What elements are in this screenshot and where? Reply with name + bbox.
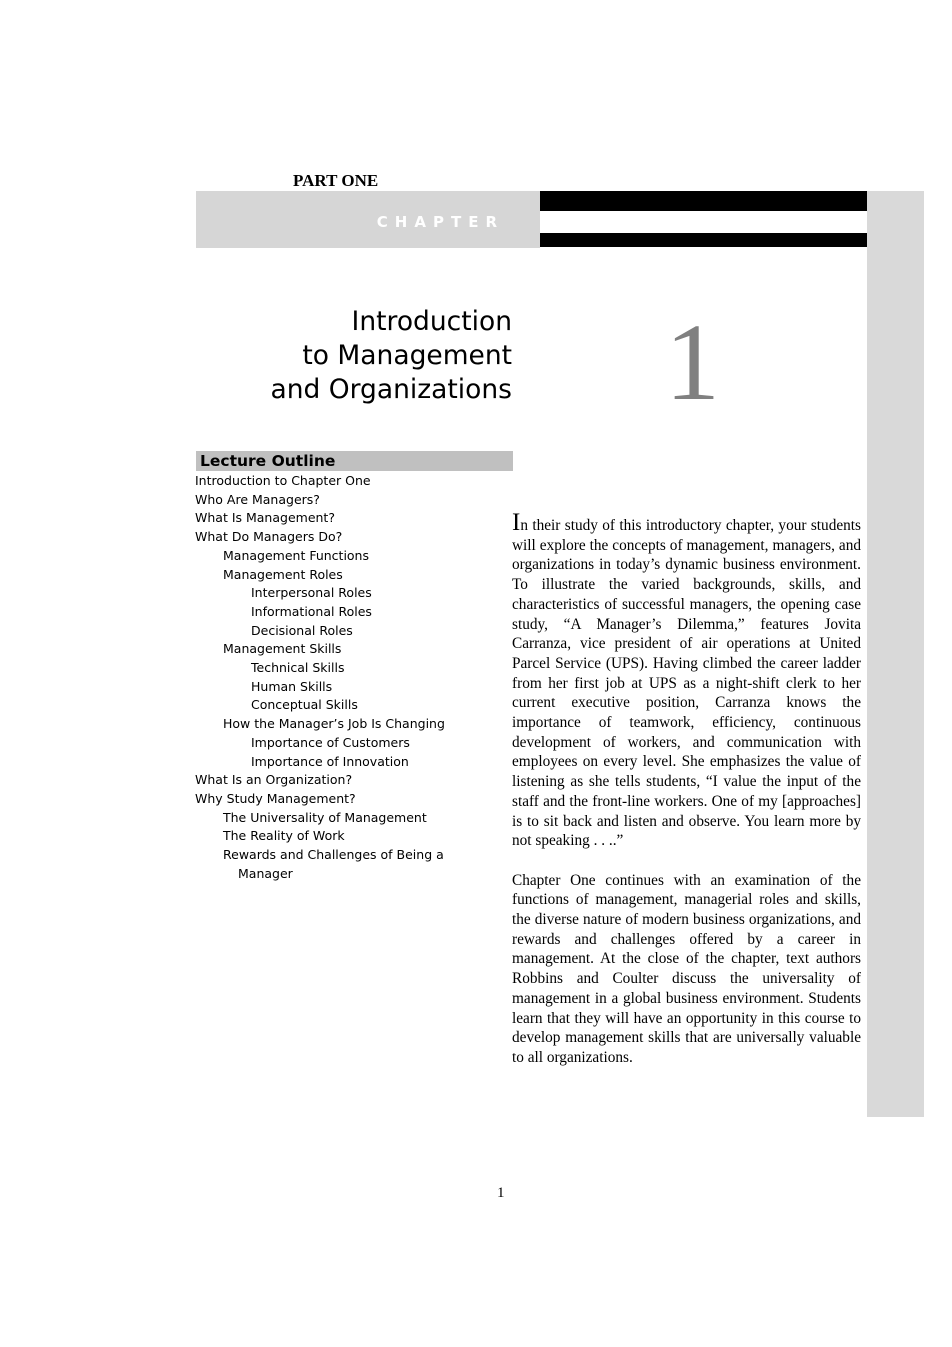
outline-item: Importance of Innovation [251, 753, 409, 769]
outline-item: What Do Managers Do? [195, 529, 343, 545]
outline-item: Technical Skills [251, 660, 345, 676]
chapter-numeral: 1 [665, 301, 720, 423]
intro-paragraph-text: n their study of this introductory chapter, your students will explore the concepts of management, managers, and organizations in today’s dynamic business environment. To illustrate the varied backgrounds, skills, and characteristics of successful managers, the opening case study, “A Manager’s Dilemma,” features Jovita Carranza, vice president of air operations at United Parcel Service (UPS). Having climbed the career ladder from her first job at UPS as a night-shift clerk to her current executive position, Carranza knows the importance of teamwork, efficiency, continuous development of workers, and communication with employees on every level. She emphasizes the value of listening as she tells students, “I value the input of the staff and the front-line workers. One of my [approaches] is to sit back and listen and observe. You learn more by not speaking . . ..” [512, 517, 861, 850]
lecture-outline-list [195, 472, 445, 883]
outline-item: Manager [238, 865, 293, 881]
chapter-title-line: to Management [302, 340, 512, 371]
outline-item: The Universality of Management [223, 809, 427, 825]
outline-item: Management Functions [223, 547, 369, 563]
outline-item: Decisional Roles [251, 622, 353, 638]
chapter-number-word: ONE [546, 213, 603, 231]
part-label: PART ONE [293, 171, 379, 190]
outline-item: Why Study Management? [195, 790, 356, 806]
page-side-strip [867, 191, 924, 1117]
outline-item: Management Skills [223, 641, 342, 657]
outline-item: What Is an Organization? [195, 772, 353, 788]
chapter-title-line: and Organizations [270, 374, 512, 405]
outline-item: Who Are Managers? [195, 491, 320, 507]
outline-item: Conceptual Skills [251, 697, 358, 713]
chapter-title [270, 305, 512, 407]
outline-item: Importance of Customers [251, 734, 410, 750]
outline-item: How the Manager’s Job Is Changing [223, 716, 445, 732]
chapter-banner-black-bottom [540, 233, 867, 247]
outline-item: Introduction to Chapter One [195, 473, 371, 488]
outline-item: Management Roles [223, 566, 343, 582]
outline-item: Rewards and Challenges of Being a [223, 847, 444, 863]
outline-item: Interpersonal Roles [251, 585, 372, 601]
outline-item: Informational Roles [251, 603, 372, 619]
outline-item: What Is Management? [195, 510, 335, 526]
chapter-label: CHAPTER [376, 213, 504, 231]
outline-item: The Reality of Work [223, 828, 345, 844]
outline-item: Human Skills [251, 678, 333, 694]
page-number: 1 [497, 1185, 505, 1201]
drop-cap: I [512, 509, 521, 536]
chapter-intro-text [512, 509, 861, 1087]
intro-paragraph: Chapter One continues with an examination of the functions of management, managerial roles and skills, the diverse nature of modern business organizations, and rewards and challenges offered by a career in management. At the close of the chapter, text authors Robbins and Coulter discuss the universality of management in a global business environment. Students learn that they will have an opportunity in this course to develop management skills that are universally valuable to all organizations. [512, 871, 861, 1066]
intro-paragraph [512, 509, 861, 851]
chapter-banner-black-top [540, 191, 867, 211]
chapter-title-line: Introduction [351, 306, 512, 337]
lecture-outline-heading: Lecture Outline [196, 451, 513, 471]
